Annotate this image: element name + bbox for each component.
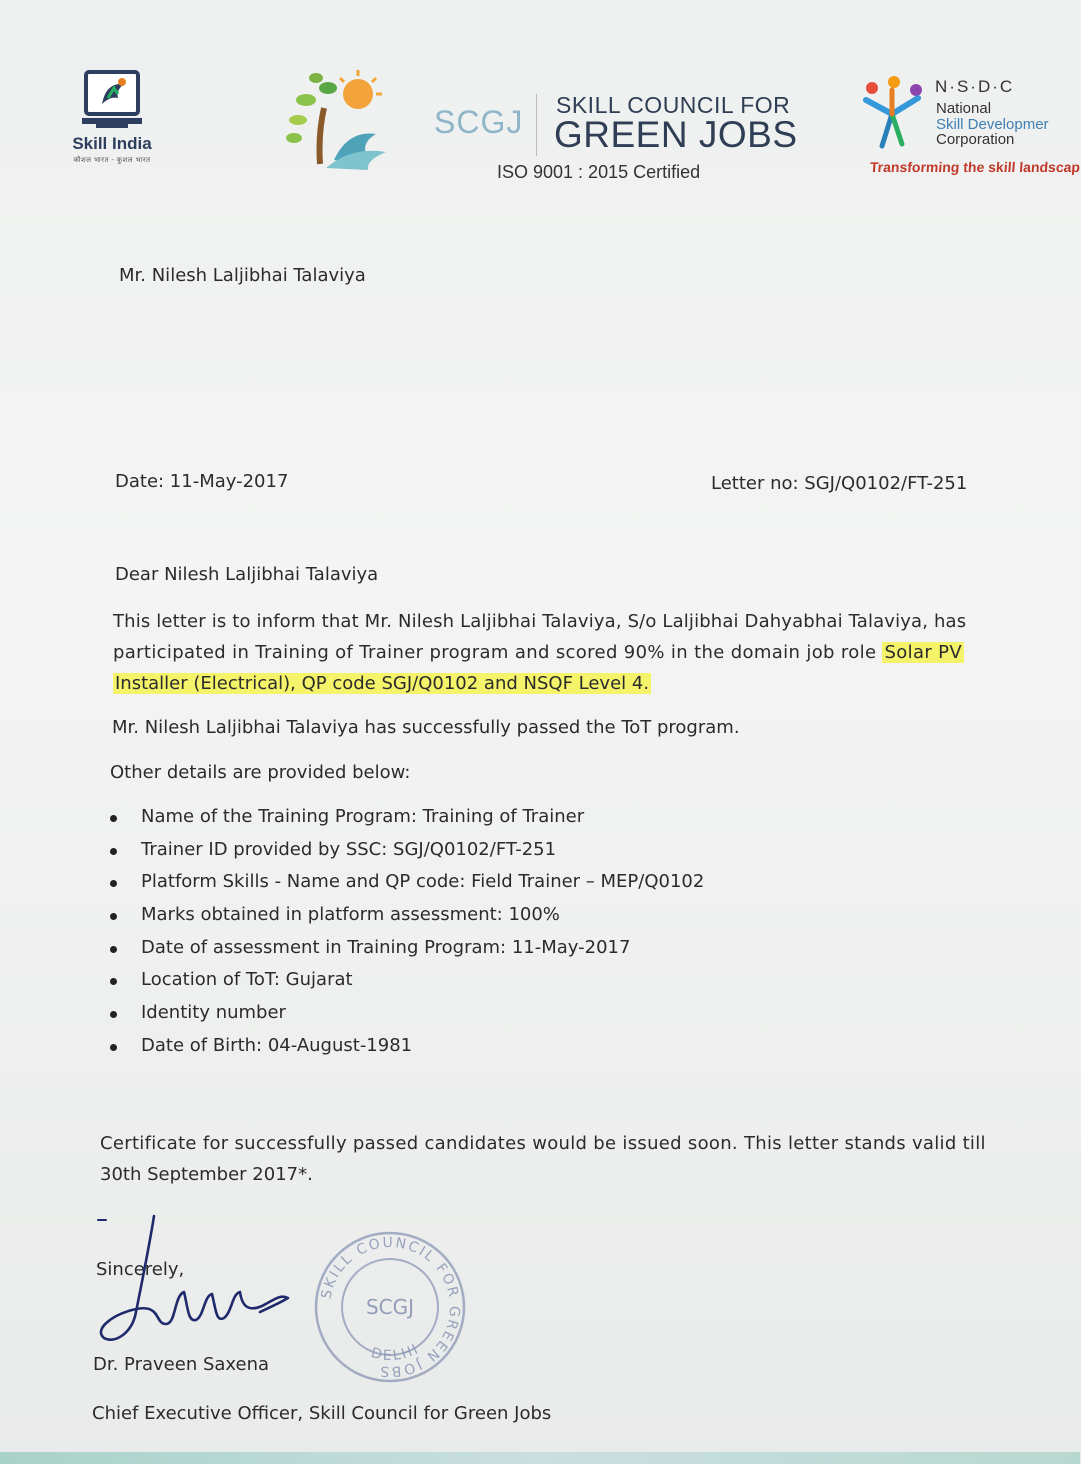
closing-paragraph xyxy=(100,1128,986,1190)
nsdc-people-icon xyxy=(858,74,930,150)
nsdc-tagline: Transforming the skill landscap xyxy=(869,159,1081,175)
list-item: Date of Birth: 04-August-1981 xyxy=(108,1035,704,1068)
sign-off: Sincerely, xyxy=(96,1259,185,1280)
scgj-wordmark: SCGJ xyxy=(434,104,524,140)
nsdc-acronym: N·S·D·C xyxy=(935,77,1015,96)
skill-india-tagline: कौशल भारत - कुशल भारत xyxy=(73,157,151,164)
stamp-city-text: DELHI xyxy=(369,1340,423,1365)
scgj-name-line1: SKILL COUNCIL FOR xyxy=(556,92,791,118)
nsdc-figure xyxy=(858,74,930,154)
salutation: Dear Nilesh Laljibhai Talaviya xyxy=(115,564,379,585)
list-item: Date of assessment in Training Program: 11-May-2017 xyxy=(108,937,704,970)
signature-mark xyxy=(92,1212,302,1352)
scgj-emblem xyxy=(276,64,396,180)
list-item: Marks obtained in platform assessment: 100% xyxy=(108,904,704,937)
list-item: Trainer ID provided by SSC: SGJ/Q0102/FT-251 xyxy=(108,839,704,872)
stamp-ring-text: SKILL COUNCIL FOR GREEN JOBS xyxy=(318,1234,463,1380)
details-list xyxy=(108,806,704,1068)
list-item: Identity number xyxy=(108,1002,704,1035)
qp-code-highlight: Installer (Electrical), QP code SGJ/Q0102 and NSQF Level 4. xyxy=(115,673,650,694)
intro-line-3 xyxy=(113,668,979,699)
details-intro: Other details are provided below: xyxy=(110,762,411,783)
list-item: Platform Skills - Name and QP code: Field Trainer – MEP/Q0102 xyxy=(108,871,704,904)
intro-line-2 xyxy=(113,637,979,668)
intro-paragraph xyxy=(113,606,979,699)
nsdc-name-line3: Corporation xyxy=(936,131,1015,148)
passed-statement: Mr. Nilesh Laljibhai Talaviya has successfully passed the ToT program. xyxy=(112,717,740,738)
letter-number: Letter no: SGJ/Q0102/FT-251 xyxy=(711,473,968,494)
job-role-highlight: Solar PV xyxy=(884,642,963,663)
header-divider xyxy=(536,94,537,156)
bottom-edge-band xyxy=(0,1452,1080,1464)
list-item: Location of ToT: Gujarat xyxy=(108,969,704,1002)
skill-india-emblem-icon xyxy=(80,68,144,132)
closing-line-1: Certificate for successfully passed candidates would be issued soon. This letter stands valid till xyxy=(100,1133,986,1154)
iso-certification: ISO 9001 : 2015 Certified xyxy=(497,162,701,182)
addressee: Mr. Nilesh Laljibhai Talaviya xyxy=(119,265,366,286)
intro-line-1: This letter is to inform that Mr. Nilesh Laljibhai Talaviya, S/o Laljibhai Dahyabhai Talaviya, has xyxy=(113,611,967,632)
closing-line-2: 30th September 2017*. xyxy=(100,1164,313,1185)
nsdc-name-line1: National xyxy=(936,100,992,117)
skill-india-logo xyxy=(62,68,162,165)
signatory-designation: Chief Executive Officer, Skill Council for Green Jobs xyxy=(92,1403,552,1424)
letter-date: Date: 11-May-2017 xyxy=(115,471,289,492)
tree-sun-wave-icon xyxy=(276,64,396,176)
skill-india-name: Skill India xyxy=(72,134,152,153)
stamp-center-text: SCGJ xyxy=(365,1295,415,1319)
list-item: Name of the Training Program: Training of Trainer xyxy=(108,806,704,839)
scgj-stamp xyxy=(312,1226,468,1388)
signatory-name: Dr. Praveen Saxena xyxy=(93,1354,270,1375)
nsdc-name-line2: Skill Developmer xyxy=(936,116,1049,133)
scgj-name-line2: GREEN JOBS xyxy=(554,114,798,155)
intro-line-2-text: participated in Training of Trainer program and scored 90% in the domain job role xyxy=(113,642,883,663)
